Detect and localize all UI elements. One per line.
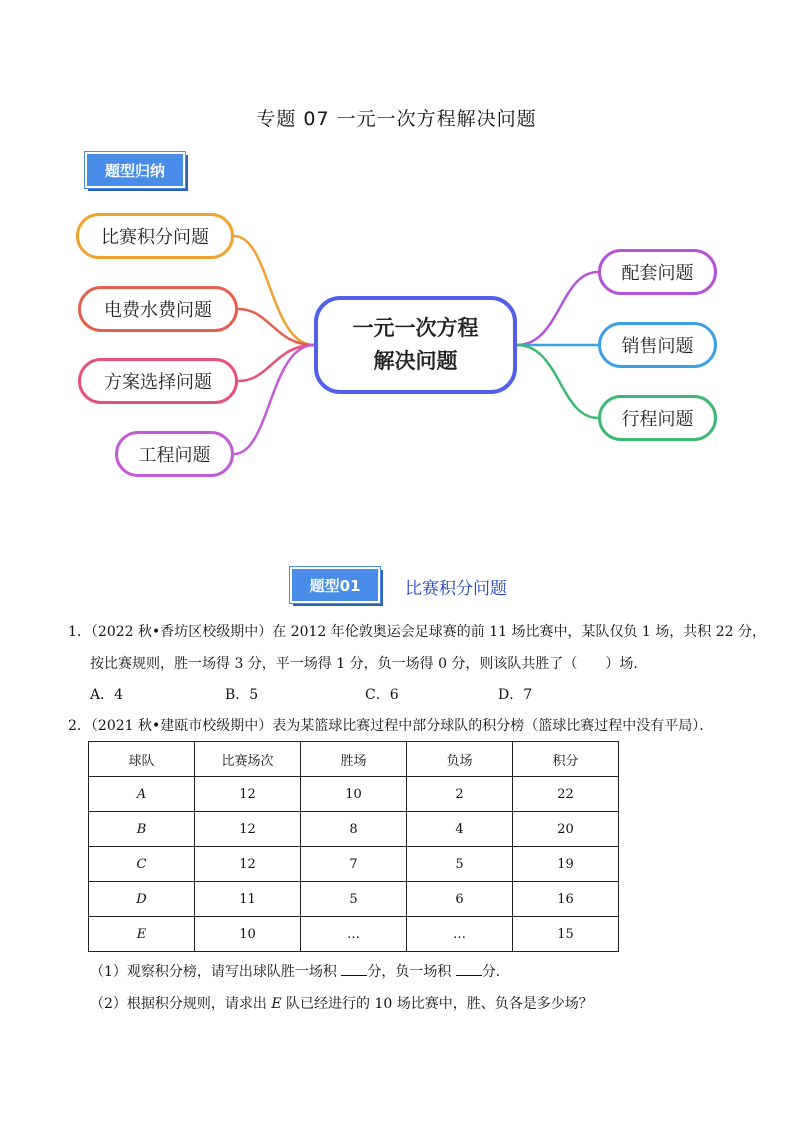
q2-sub1-text-c: 分． bbox=[481, 964, 510, 980]
connector-left-3 bbox=[238, 345, 314, 381]
mind-map bbox=[0, 0, 793, 520]
table-cell: … bbox=[407, 917, 513, 952]
node-competition-score: 比赛积分问题 bbox=[76, 213, 234, 259]
connector-left-2 bbox=[238, 309, 314, 345]
table-cell: 4 bbox=[407, 812, 513, 847]
table-cell: 19 bbox=[513, 847, 619, 882]
table-cell: 6 bbox=[407, 882, 513, 917]
q2-sub-1 bbox=[90, 962, 510, 982]
table-header-row bbox=[89, 742, 619, 777]
table-cell: 12 bbox=[195, 777, 301, 812]
q2-sub-2 bbox=[90, 994, 593, 1014]
table-row bbox=[89, 882, 619, 917]
table-cell: 2 bbox=[407, 777, 513, 812]
q1-line-1: 1．（2022 秋•香坊区校级期中）在 2012 年伦敦奥运会足球赛的前 11 场比赛中，某队仅负 1 场，共积 22 分， bbox=[68, 624, 767, 640]
q2-sub2-team: E bbox=[271, 996, 282, 1012]
summary-tag: 题型归纳 bbox=[85, 152, 185, 188]
table-cell: C bbox=[89, 847, 195, 882]
q2-stem: 2．（2021 秋•建瓯市校级期中）表为某篮球比赛过程中部分球队的积分榜（篮球比赛过程中没有平局）． bbox=[68, 718, 714, 734]
table-row bbox=[89, 917, 619, 952]
table-cell: B bbox=[89, 812, 195, 847]
node-sales: 销售问题 bbox=[598, 322, 717, 368]
connector-right-1 bbox=[517, 272, 598, 345]
table-row bbox=[89, 812, 619, 847]
node-engineering: 工程问题 bbox=[115, 431, 234, 477]
q1-option-d: D．7 bbox=[498, 687, 533, 703]
table-row bbox=[89, 847, 619, 882]
table-cell: 5 bbox=[407, 847, 513, 882]
table-cell: 7 bbox=[301, 847, 407, 882]
table-cell: D bbox=[89, 882, 195, 917]
table-cell: 8 bbox=[301, 812, 407, 847]
table-cell: 16 bbox=[513, 882, 619, 917]
node-matching: 配套问题 bbox=[598, 249, 717, 295]
table-cell: 20 bbox=[513, 812, 619, 847]
center-line-1: 一元一次方程 bbox=[352, 316, 479, 340]
answer-blank-win bbox=[341, 975, 367, 976]
q1-option-b: B．5 bbox=[225, 687, 259, 703]
table-row bbox=[89, 777, 619, 812]
table-cell: 5 bbox=[301, 882, 407, 917]
table-header: 积分 bbox=[513, 742, 619, 777]
table-header: 球队 bbox=[89, 742, 195, 777]
q1-line-2: 按比赛规则，胜一场得 3 分，平一场得 1 分，负一场得 0 分，则该队共胜了（ ）场． bbox=[90, 656, 648, 672]
table-header: 负场 bbox=[407, 742, 513, 777]
node-plan-selection: 方案选择问题 bbox=[78, 358, 238, 404]
score-table bbox=[88, 741, 619, 952]
q2-sub2-text-b: 队已经进行的 10 场比赛中，胜、负各是多少场？ bbox=[281, 996, 593, 1012]
center-line-2: 解决问题 bbox=[373, 349, 458, 373]
table-cell: 12 bbox=[195, 812, 301, 847]
section-tag: 题型01 bbox=[290, 567, 380, 603]
table-cell: 10 bbox=[195, 917, 301, 952]
mind-map-center bbox=[314, 296, 517, 394]
section-title: 比赛积分问题 bbox=[405, 579, 507, 599]
node-utility-bills: 电费水费问题 bbox=[78, 286, 238, 332]
table-cell: 15 bbox=[513, 917, 619, 952]
table-cell: 10 bbox=[301, 777, 407, 812]
table-cell: E bbox=[89, 917, 195, 952]
q1-option-c: C．6 bbox=[365, 687, 399, 703]
q2-sub1-text-b: 分，负一场积 bbox=[367, 964, 456, 980]
q2-sub2-text-a: （2）根据积分规则，请求出 bbox=[90, 996, 272, 1012]
page-title: 专题 07 一元一次方程解决问题 bbox=[256, 108, 537, 130]
table-header: 比赛场次 bbox=[195, 742, 301, 777]
table-cell: 12 bbox=[195, 847, 301, 882]
answer-blank-loss bbox=[456, 975, 482, 976]
q2-sub1-text-a: （1）观察积分榜，请写出球队胜一场积 bbox=[90, 964, 342, 980]
connector-right-3 bbox=[517, 345, 598, 418]
table-cell: 11 bbox=[195, 882, 301, 917]
table-cell: … bbox=[301, 917, 407, 952]
table-cell: A bbox=[89, 777, 195, 812]
table-header: 胜场 bbox=[301, 742, 407, 777]
q1-option-a: A．4 bbox=[90, 687, 124, 703]
node-travel: 行程问题 bbox=[598, 395, 717, 441]
table-cell: 22 bbox=[513, 777, 619, 812]
